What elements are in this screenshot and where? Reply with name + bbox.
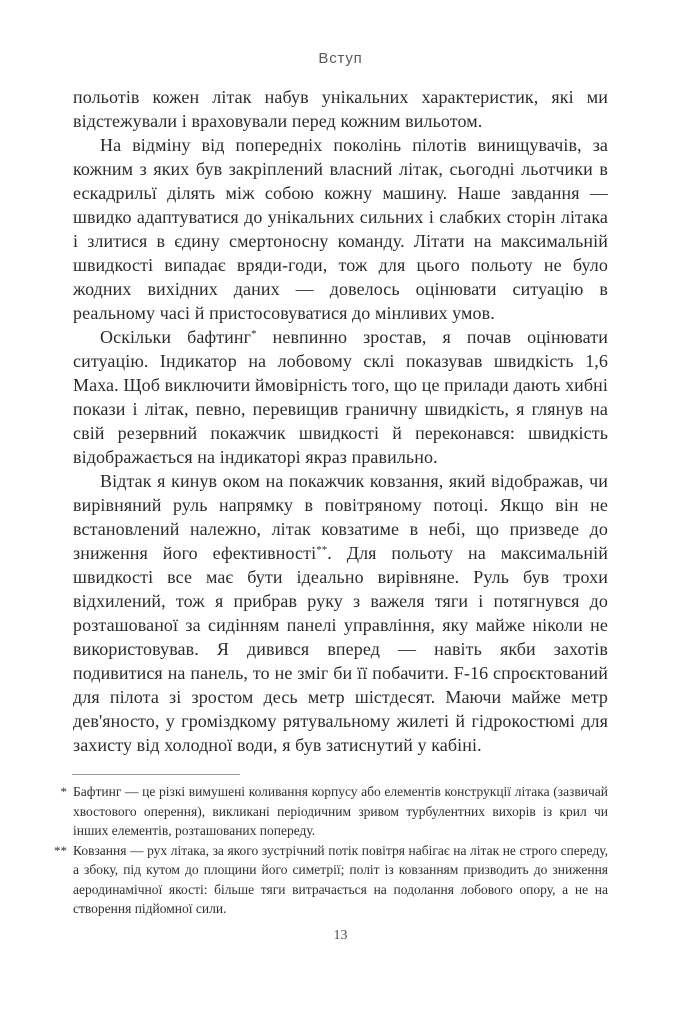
footnote-marker: ** xyxy=(54,842,67,858)
paragraph-text: Оскільки бафтинг xyxy=(100,327,252,347)
body-text xyxy=(73,85,608,757)
footnote xyxy=(60,782,608,841)
paragraph: На відміну від попередніх поколінь пілотів винищувачів, за кожним з яких був закріплений власний літак, сьогодні льотчики в ескадрильї ділять між собою кожну машину. Наше завдання — швидко адаптуватися до унікальних сильних і слабких сторін літака і злитися в єдину смертоносну команду. Літати на максимальній швидкості випадає вряди-годи, тож для цього польоту не було жодних вихідних даних — довелось оцінювати ситуацію в реальному часі й пристосовуватися до мінливих умов. xyxy=(73,135,608,323)
footnote-text: Ковзання — рух літака, за якого зустрічний потік повітря набігає на літак не строго спереду, а збоку, під кутом до площини його симетрії; політ із ковзанням призводить до зниження аеродинамічної якості: більше тяги витрачається на подолання лобового опору, а не на створення підйомної сили. xyxy=(73,842,608,916)
footnote-ref-double-asterisk: ** xyxy=(316,544,328,556)
footnote-ref-asterisk: * xyxy=(251,328,257,340)
page-number: 13 xyxy=(333,928,348,943)
footnote-text: Бафтинг — це різкі вимушені коливання корпусу або елементів конструкції літака (зазвичай хвостового оперення), викликані періодичним зривом турбулентних вихорів із крил чи інших елементів, розташованих попереду. xyxy=(73,784,608,838)
paragraph-text: Відтак я кинув оком на покажчик ковзання, який відображав, чи вирівняний руль напрямку в повітряному потоці. Якщо він не встановлений належно, літак ковзатиме в небі, що призведе до зниження його ефективності xyxy=(73,471,608,563)
paragraph-text: . Для польоту на максимальній швидкості все має бути ідеально вирівняне. Руль був трохи відхилений, тож я прибрав руку з важеля тяги і потягнувся до розташованої за сидінням панелі управління, яку майже ніколи не використовував. Я дивився вперед — навіть якби захотів подивитися на панель, то не зміг би її побачити. F-16 спроєктований для пілота зі зростом десь метр шістдесят. Маючи майже метр дев'яносто, у громіздкому рятувальному жилеті й гідрокостюмі для захисту від холодної води, я був затиснутий у кабіні. xyxy=(73,543,608,755)
paragraph: польотів кожен літак набув унікальних характеристик, які ми відстежували і враховували перед кожним вильотом. xyxy=(73,87,608,131)
chapter-header: Вступ xyxy=(318,50,363,67)
footnote-marker: * xyxy=(60,784,67,799)
paragraph xyxy=(73,325,608,469)
paragraph xyxy=(73,469,608,757)
paragraph-text: невпинно зростав, я почав оцінювати ситуацію. Індикатор на лобовому склі показував швидкість 1,6 Маха. Щоб виключити ймовірність того, що це прилади дають хибні покази і літак, певно, перевищив граничну швидкість, я глянув на свій резервний покажчик швидкості й переконався: швидкість відображається на індикаторі якраз правильно. xyxy=(73,327,608,467)
footnotes xyxy=(54,782,608,919)
footnote-separator xyxy=(72,774,240,775)
footnote xyxy=(54,841,608,919)
